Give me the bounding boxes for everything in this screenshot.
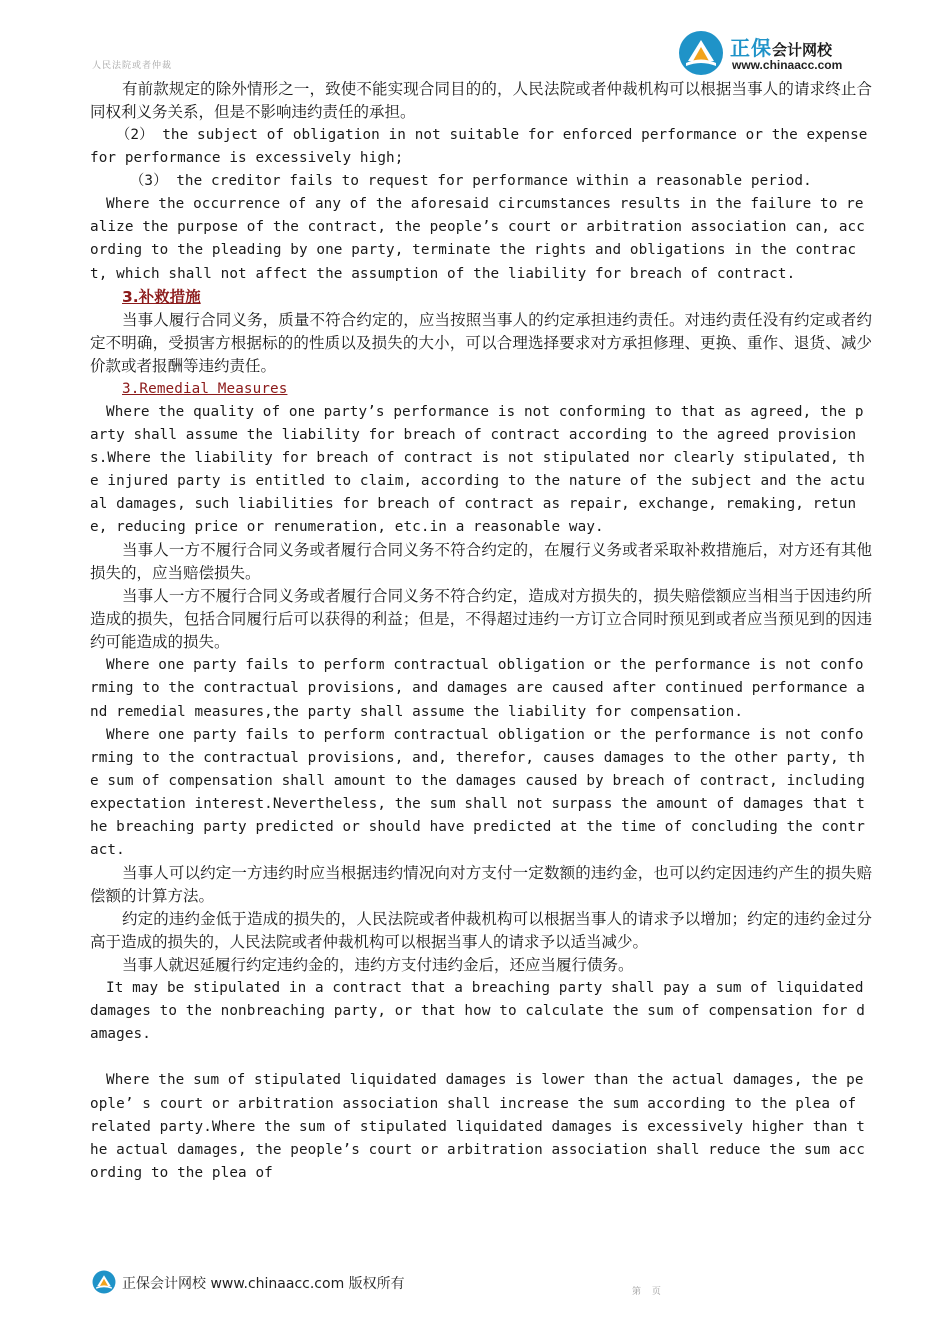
paragraph-gap — [90, 1046, 872, 1069]
paragraph-en: （3） the creditor fails to request for performance within a reasonable period. — [130, 173, 812, 190]
paragraph-en: Where the quality of one party’s performance is not conforming to that as agreed, the party shall assume the liability for breach of contract according to the agreed provisions.Where the liability for breach of contract is not stipulated nor clearly stipulated, the injured party is entitled to claim, according to the nature of the subject and the actual damages, such liabilities for breach of contract as repair, exchange, remaking, retune, reducing price or renumeration, etc.in a reasonable way. — [90, 403, 865, 536]
paragraph-cn: 约定的违约金低于造成的损失的，人民法院或者仲裁机构可以根据当事人的请求予以增加；约定的违约金过分高于造成的损失的，人民法院或者仲裁机构可以根据当事人的请求予以适当减少。 — [90, 910, 872, 952]
paragraph-en: Where the occurrence of any of the aforesaid circumstances results in the failure to realize the purpose of the contract, the people’s court or arbitration association can, according to the pleading by one party, terminate the rights and obligations in the contract, which shall not affect the assumption of the liability for breach of contract. — [90, 196, 865, 282]
header-fragment: 人民法院或者仲裁 — [92, 61, 173, 71]
paragraph-en: Where one party fails to perform contractual obligation or the performance is not conforming to the contractual provisions, and, therefor, causes damages to the other party, the sum of compensation shall amount to the damages caused by breach of contract, including expectation interest.Nevertheless, the sum shall not surpass the amount of damages that the breaching party predicted or should have predicted at the time of concluding the contract. — [90, 726, 865, 859]
paragraph-en: It may be stipulated in a contract that a breaching party shall pay a sum of liquidated damages to the nonbreaching party, or that how to calculate the sum of compensation for damages. — [90, 980, 865, 1043]
paragraph-cn: 当事人可以约定一方违约时应当根据违约情况向对方支付一定数额的违约金，也可以约定因违约产生的损失赔偿额的计算方法。 — [90, 864, 872, 906]
document-body — [90, 78, 872, 1185]
paragraph-en: Where one party fails to perform contractual obligation or the performance is not conforming to the contractual provisions, and damages are caused after continued performance and remedial measures,the party shall assume the liability for compensation. — [90, 657, 865, 720]
logo-mark-icon — [678, 30, 724, 76]
paragraph-cn: 当事人一方不履行合同义务或者履行合同义务不符合约定的，在履行义务或者采取补救措施后，对方还有其他损失的，应当赔偿损失。 — [90, 541, 872, 583]
section-heading-cn: 3.补救措施 — [122, 287, 201, 306]
footer-logo-icon — [92, 1270, 116, 1294]
brand-logo — [678, 28, 898, 78]
paragraph-cn: 有前款规定的除外情形之一，致使不能实现合同目的的，人民法院或者仲裁机构可以根据当事人的请求终止合同权利义务关系，但是不影响违约责任的承担。 — [90, 80, 872, 121]
logo-title-main: 正保 — [730, 36, 772, 60]
footer-copyright: 正保会计网校 www.chinaacc.com 版权所有 — [122, 1276, 405, 1292]
logo-title-sub: 会计网校 — [772, 41, 833, 59]
section-heading-en: 3.Remedial Measures — [122, 380, 288, 397]
paragraph-cn: 当事人就迟延履行约定违约金的，违约方支付违约金后，还应当履行债务。 — [122, 956, 634, 975]
logo-url: www.chinaacc.com — [732, 58, 843, 72]
paragraph-cn: 当事人履行合同义务，质量不符合约定的，应当按照当事人的约定承担违约责任。对违约责任没有约定或者约定不明确，受损害方根据标的的性质以及损失的大小，可以合理选择要求对方承担修理、更换、重作、退货、减少价款或者报酬等违约责任。 — [90, 310, 872, 375]
logo-title — [730, 32, 832, 61]
paragraph-en: Where the sum of stipulated liquidated damages is lower than the actual damages, the people’ s court or arbitration association shall increase the sum according to the plea of related party.Where the sum of stipulated liquidated damages is excessively higher than the actual damages, the people’s court or arbitration association shall reduce the sum according to the plea of — [90, 1072, 865, 1181]
page-number: 第 页 — [632, 1287, 665, 1297]
paragraph-en: （2） the subject of obligation in not suitable for enforced performance or the expense for performance is excessively high; — [90, 127, 868, 167]
paragraph-cn: 当事人一方不履行合同义务或者履行合同义务不符合约定，造成对方损失的，损失赔偿额应当相当于因违约所造成的损失，包括合同履行后可以获得的利益；但是，不得超过违约一方订立合同时预见到或者应当预见到的因违约可能造成的损失。 — [90, 587, 872, 652]
